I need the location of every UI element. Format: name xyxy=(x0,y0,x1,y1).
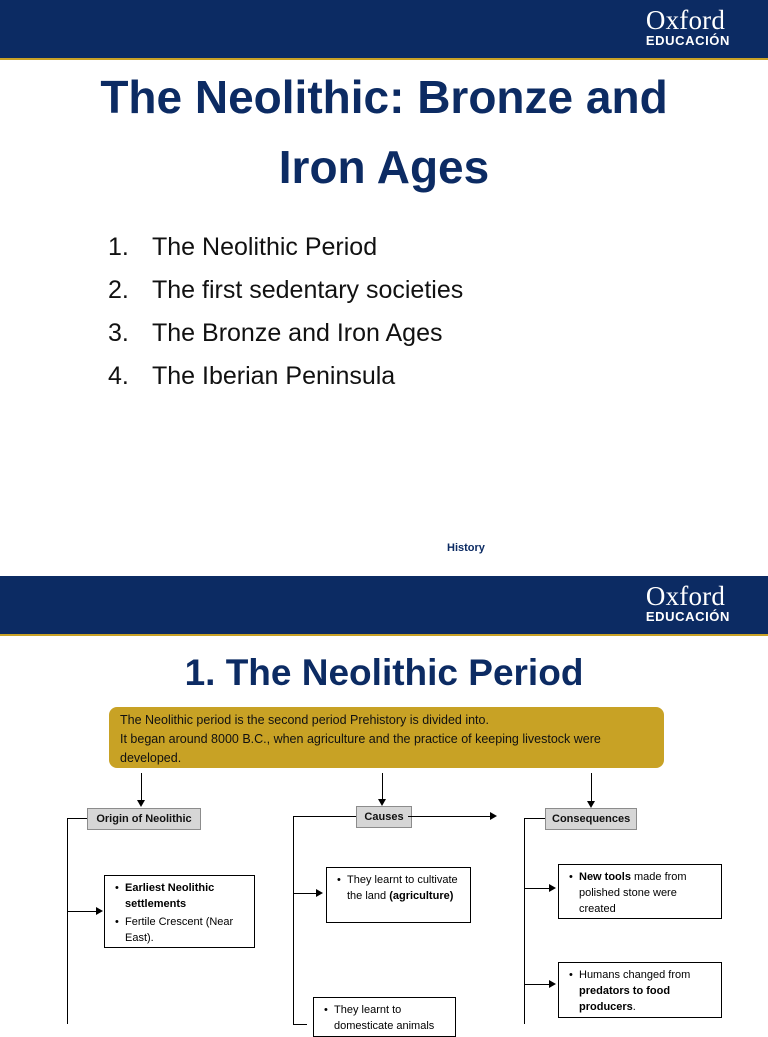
brand-name: Oxford xyxy=(645,5,726,35)
connector xyxy=(524,984,550,985)
connector xyxy=(524,818,525,1024)
connector xyxy=(591,773,592,802)
brand-sub: EDUCACIÓN xyxy=(645,609,730,624)
consequence-point-1-bold: New tools xyxy=(579,871,631,883)
item-label: The Bronze and Iron Ages xyxy=(152,319,443,347)
slide-neolithic-period xyxy=(0,576,768,1032)
consequence-point-1-text: made from polished stone were created xyxy=(579,871,687,915)
cause-point-1 xyxy=(347,872,464,904)
arrow-right-icon xyxy=(96,907,103,915)
intro-line-1: The Neolithic period is the second period Prehistory is divided into. xyxy=(120,713,489,727)
item-label: The Iberian Peninsula xyxy=(152,362,396,390)
consequence-box-tools xyxy=(558,864,722,919)
origin-point-1-text: Earliest Neolithic settlements xyxy=(125,882,215,910)
section-title: 1. The Neolithic Period xyxy=(184,652,584,693)
item-number: 1. xyxy=(108,233,129,261)
connector xyxy=(141,773,142,801)
connector xyxy=(524,888,550,889)
connector xyxy=(67,818,68,1024)
cause-box-agriculture xyxy=(326,867,471,923)
connector xyxy=(293,816,356,817)
cause-point-2-text: They learnt to domesticate animals xyxy=(334,1004,435,1032)
cause-box-livestock xyxy=(313,997,456,1037)
list-item xyxy=(108,355,463,398)
header-bar xyxy=(0,576,768,636)
consequence-point-2-text: Humans changed from xyxy=(579,969,691,981)
consequence-point-2-end: . xyxy=(632,1001,636,1013)
cause-point-2 xyxy=(334,1002,449,1034)
arrow-right-icon xyxy=(490,812,497,820)
oxford-logo xyxy=(646,582,730,624)
connector xyxy=(67,818,87,819)
arrow-down-icon xyxy=(587,801,595,808)
cause-point-1-text: They learnt to cultivate the land xyxy=(347,874,458,902)
item-number: 3. xyxy=(108,319,129,347)
cause-point-1-bold: (agriculture) xyxy=(389,890,454,902)
connector xyxy=(293,893,317,894)
connector xyxy=(67,911,97,912)
header-causes: Causes xyxy=(356,806,412,828)
consequence-box-producers xyxy=(558,962,722,1018)
origin-point-1 xyxy=(125,880,248,912)
footer-subject: History xyxy=(447,542,485,554)
origin-box xyxy=(104,875,255,948)
arrow-right-icon xyxy=(549,980,556,988)
connector xyxy=(293,816,294,1024)
arrow-right-icon xyxy=(316,889,323,897)
connector xyxy=(293,1024,307,1025)
arrow-down-icon xyxy=(378,799,386,806)
origin-point-2-text: Fertile Crescent (Near East). xyxy=(125,916,234,944)
header-consequences: Consequences xyxy=(545,808,637,830)
intro-box xyxy=(109,707,664,768)
oxford-logo xyxy=(646,6,730,48)
brand-sub: EDUCACIÓN xyxy=(645,33,730,48)
header-bar xyxy=(0,0,768,60)
slide-gap xyxy=(0,562,768,576)
connector xyxy=(408,816,491,817)
consequence-point-2-bold: predators to food producers xyxy=(579,985,671,1013)
header-origin: Origin of Neolithic xyxy=(87,808,201,830)
consequence-point-1 xyxy=(579,869,715,917)
origin-point-2 xyxy=(125,914,248,946)
arrow-right-icon xyxy=(549,884,556,892)
brand-name: Oxford xyxy=(645,581,726,611)
page-title-text: The Neolithic: Bronze and Iron Ages xyxy=(100,71,668,193)
contents-list xyxy=(108,226,463,398)
item-number: 4. xyxy=(108,362,129,390)
connector xyxy=(524,818,545,819)
list-item xyxy=(108,269,463,312)
list-item xyxy=(108,226,463,269)
intro-line-2: It began around 8000 B.C., when agriculture and the practice of keeping livestock were developed. xyxy=(120,732,601,765)
list-item xyxy=(108,312,463,355)
arrow-down-icon xyxy=(137,800,145,807)
page-title xyxy=(0,62,768,202)
item-label: The Neolithic Period xyxy=(152,233,378,261)
item-number: 2. xyxy=(108,276,129,304)
consequence-point-2 xyxy=(579,967,715,1015)
connector xyxy=(382,773,383,800)
item-label: The first sedentary societies xyxy=(152,276,464,304)
